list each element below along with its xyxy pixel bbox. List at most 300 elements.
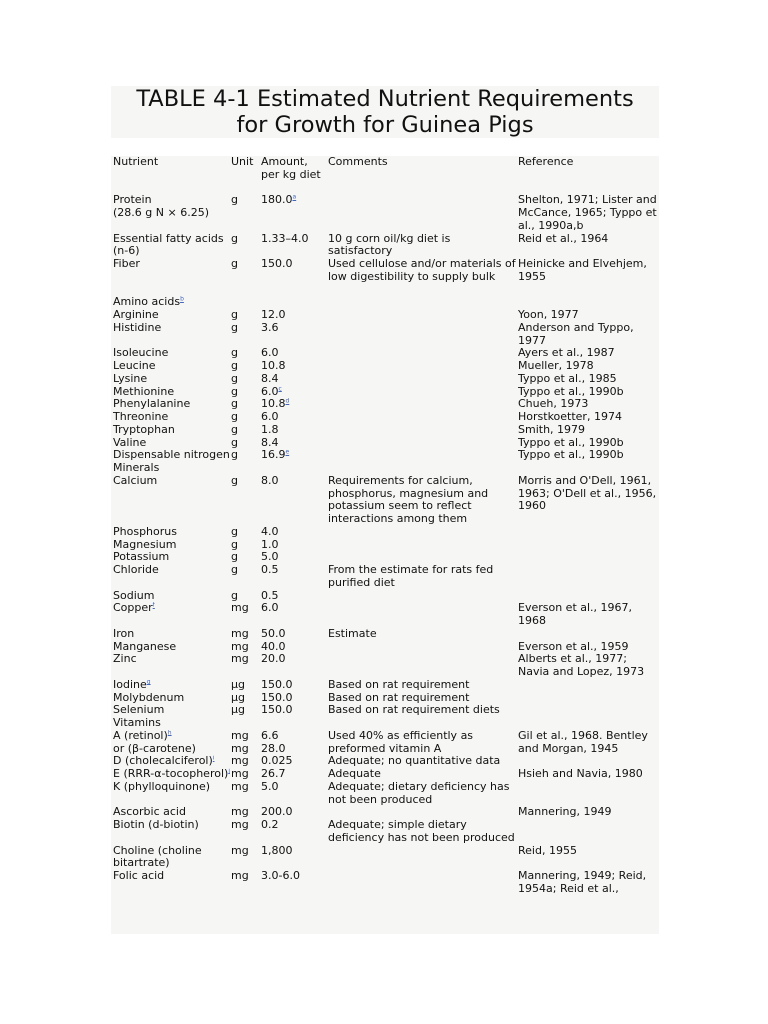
nutrient-cell — [111, 755, 231, 768]
nutrient-name — [113, 819, 231, 832]
nutrient-text: Copper — [113, 602, 153, 615]
unit-cell — [231, 768, 261, 781]
unit-text: mg — [231, 768, 249, 780]
unit-text: g — [231, 551, 238, 564]
table-header-row — [111, 156, 659, 182]
nutrient-name — [113, 526, 231, 539]
amount-text: 8.4 — [261, 372, 279, 385]
nutrient-text: Manganese — [113, 640, 177, 653]
table-title-line-2: for Growth for Guinea Pigs — [236, 112, 534, 138]
unit-text: mg — [231, 640, 249, 653]
nutrient-cell — [111, 386, 231, 399]
nutrient-text: K (phylloquinone) — [113, 780, 211, 793]
nutrient-text: D (cholecalciferol) — [113, 755, 213, 768]
nutrient-cell — [111, 347, 231, 360]
reference-cell: Typpo et al., 1990b — [518, 385, 624, 398]
nutrient-name — [113, 437, 231, 450]
amount-text: 1,800 — [261, 844, 293, 857]
unit-cell — [231, 411, 261, 424]
unit-cell — [231, 437, 261, 450]
nutrient-text: Molybdenum — [113, 691, 185, 704]
amount-text: 200.0 — [261, 806, 293, 819]
comments-cell — [328, 870, 518, 896]
reference-cell — [518, 781, 659, 807]
reference-cell: Chueh, 1973 — [518, 398, 589, 411]
unit-cell — [231, 628, 261, 641]
comments-cell: Adequate; no quantitative data — [328, 755, 501, 768]
comments-cell: Used 40% as efficiently as preformed vitamin A — [328, 729, 474, 755]
comments-cell: 10 g corn oil/kg diet is satisfactory — [328, 232, 451, 258]
footnote-link[interactable]: j — [228, 768, 230, 775]
nutrient-text: Potassium — [113, 551, 170, 564]
reference-cell — [518, 551, 659, 564]
unit-cell — [231, 258, 261, 284]
nutrient-text: Protein — [113, 194, 152, 207]
table-row — [111, 730, 659, 756]
nutrient-name — [113, 602, 231, 615]
nutrient-name — [113, 870, 231, 883]
amount-value — [261, 743, 328, 756]
amount-cell — [261, 194, 328, 232]
table-row — [111, 539, 659, 552]
comments-cell — [328, 437, 518, 450]
table-row — [111, 424, 659, 437]
unit-cell — [231, 730, 261, 756]
amount-value — [261, 641, 328, 654]
reference-cell: Mannering, 1949 — [518, 806, 612, 819]
nutrient-cell — [111, 590, 231, 603]
unit-cell — [231, 806, 261, 819]
unit-text: g — [231, 194, 238, 207]
amount-value — [261, 347, 328, 360]
unit-cell — [231, 653, 261, 679]
table-row — [111, 781, 659, 807]
amount-text: 1.8 — [261, 423, 279, 436]
amount-text: 20.0 — [261, 653, 286, 666]
amount-cell — [261, 781, 328, 807]
table-row — [111, 819, 659, 845]
amount-text: 150.0 — [261, 258, 293, 270]
amount-value — [261, 679, 328, 692]
amount-cell — [261, 526, 328, 539]
table-row — [111, 194, 659, 232]
section-label — [111, 296, 231, 309]
amount-value — [261, 819, 328, 832]
amount-value — [261, 870, 328, 883]
amount-value — [261, 424, 328, 437]
nutrient-text: Phosphorus — [113, 525, 177, 538]
unit-text: µg — [231, 691, 245, 704]
amount-cell — [261, 755, 328, 768]
header-amount: Amount, per kg diet — [261, 156, 321, 181]
amount-value — [261, 360, 328, 373]
reference-cell: Hsieh and Navia, 1980 — [518, 768, 643, 780]
unit-cell — [231, 602, 261, 628]
empty-cell — [328, 296, 518, 309]
amount-cell — [261, 628, 328, 641]
amount-cell — [261, 806, 328, 819]
reference-cell: Typpo et al., 1985 — [518, 372, 617, 385]
empty-cell — [518, 462, 659, 475]
unit-cell — [231, 194, 261, 232]
nutrient-cell — [111, 194, 231, 232]
unit-text: µg — [231, 704, 245, 717]
nutrient-name — [113, 386, 231, 399]
empty-cell — [328, 462, 518, 475]
amount-text: 0.5 — [261, 589, 279, 602]
amount-cell — [261, 437, 328, 450]
reference-cell: Yoon, 1977 — [518, 309, 579, 321]
nutrient-cell — [111, 653, 231, 679]
unit-cell — [231, 704, 261, 717]
nutrient-cell — [111, 424, 231, 437]
amount-cell — [261, 360, 328, 373]
reference-cell: Mueller, 1978 — [518, 360, 594, 372]
unit-text: mg — [231, 627, 249, 640]
amount-text: 40.0 — [261, 640, 286, 653]
nutrient-name — [113, 258, 231, 271]
reference-cell: Heinicke and Elvehjem, 1955 — [518, 258, 647, 283]
nutrient-name — [113, 628, 231, 641]
nutrient-name — [113, 806, 231, 819]
nutrient-name — [113, 717, 231, 730]
amount-cell — [261, 539, 328, 552]
amount-cell — [261, 870, 328, 896]
unit-text: µg — [231, 678, 245, 691]
nutrient-name — [113, 641, 231, 654]
unit-cell — [231, 424, 261, 437]
footnote-link[interactable]: i — [212, 755, 215, 762]
table-row — [111, 870, 659, 896]
reference-cell: Morris and O'Dell, 1961, 1963; O'Dell et al., 1956, 1960 — [518, 474, 657, 513]
amount-cell — [261, 590, 328, 603]
amount-text: 180.0 — [261, 194, 293, 207]
amount-value — [261, 602, 328, 615]
comments-cell — [328, 449, 518, 462]
nutrient-text: Lysine — [113, 372, 148, 385]
nutrient-name — [113, 207, 231, 220]
reference-cell: Everson et al., 1967, 1968 — [518, 602, 633, 627]
reference-cell — [518, 704, 659, 717]
amount-cell — [261, 704, 328, 717]
amount-text: 3.0-6.0 — [261, 870, 300, 882]
comments-cell — [328, 309, 518, 322]
nutrient-cell — [111, 449, 231, 462]
nutrient-cell — [111, 730, 231, 756]
footnote-link[interactable]: f — [152, 602, 155, 609]
header-comments: Comments — [328, 156, 388, 168]
nutrient-cell — [111, 781, 231, 807]
amount-cell — [261, 411, 328, 424]
amount-text: 28.0 — [261, 741, 286, 755]
reference-cell: Typpo et al., 1990b — [518, 436, 624, 449]
nutrient-name — [113, 692, 231, 705]
table-row — [111, 322, 659, 348]
empty-cell — [261, 462, 328, 475]
unit-text: g — [231, 449, 238, 462]
unit-cell — [231, 755, 261, 768]
table-row — [111, 233, 659, 259]
reference-cell: Anderson and Typpo, 1977 — [518, 321, 634, 347]
nutrient-text: Ascorbic acid — [113, 806, 186, 819]
amount-text: 150.0 — [261, 691, 293, 704]
nutrient-cell — [111, 309, 231, 322]
table-row — [111, 411, 659, 424]
unit-text: g — [231, 385, 238, 398]
amount-value — [261, 233, 328, 246]
amount-cell — [261, 347, 328, 360]
table-row — [111, 768, 659, 781]
amount-cell — [261, 730, 328, 756]
comments-cell — [328, 641, 518, 654]
table-row — [111, 704, 659, 717]
nutrient-name — [113, 309, 231, 322]
comments-cell: Adequate — [328, 768, 381, 780]
unit-cell — [231, 590, 261, 603]
amount-cell — [261, 768, 328, 781]
unit-cell — [231, 870, 261, 896]
comments-cell — [328, 526, 518, 539]
comments-cell — [328, 347, 518, 360]
unit-cell — [231, 819, 261, 845]
nutrient-text: Amino acids — [113, 296, 181, 309]
amount-text: 0.5 — [261, 564, 279, 576]
comments-cell — [328, 424, 518, 437]
amount-text: 1.0 — [261, 538, 279, 551]
reference-cell: Typpo et al., 1990b — [518, 449, 624, 462]
amount-cell — [261, 602, 328, 628]
unit-text: mg — [231, 819, 249, 831]
section-label — [111, 462, 231, 475]
table-row — [111, 258, 659, 284]
comments-cell — [328, 590, 518, 603]
footnote-link[interactable]: b — [180, 296, 184, 303]
amount-value — [261, 845, 328, 858]
amount-text: 8.0 — [261, 474, 279, 487]
table-row — [111, 475, 659, 526]
nutrient-name — [113, 411, 231, 424]
empty-cell — [231, 296, 261, 309]
unit-text: mg — [231, 729, 249, 742]
reference-cell: Shelton, 1971; Lister and McCance, 1965; Typpo et al., 1990a,b — [518, 194, 657, 232]
amount-text: 0.2 — [261, 819, 279, 831]
nutrient-name — [113, 233, 231, 259]
unit-text: g — [231, 525, 238, 538]
nutrient-text: Magnesium — [113, 538, 177, 551]
nutrient-cell — [111, 564, 231, 590]
nutrient-name — [113, 845, 231, 871]
unit-cell — [231, 641, 261, 654]
nutrient-name — [113, 424, 231, 437]
comments-cell: Adequate; dietary deficiency has not been produced — [328, 780, 510, 806]
nutrient-text: Arginine — [113, 309, 159, 321]
nutrient-text: Essential fatty acids (n-6) — [113, 232, 224, 258]
footnote-link[interactable]: e — [285, 449, 290, 456]
table-row — [111, 564, 659, 590]
unit-cell — [231, 386, 261, 399]
table-row — [111, 755, 659, 768]
comments-cell — [328, 602, 518, 628]
nutrient-cell — [111, 475, 231, 526]
amount-cell — [261, 653, 328, 679]
amount-text: 10.8 — [261, 360, 286, 372]
nutrient-text: or (β-carotene) — [113, 741, 196, 755]
amount-cell — [261, 386, 328, 399]
unit-text: g — [231, 232, 238, 245]
unit-cell — [231, 679, 261, 692]
amount-text: 5.0 — [261, 551, 279, 564]
unit-cell — [231, 692, 261, 705]
unit-cell — [231, 373, 261, 386]
nutrient-text: Choline (choline bitartrate) — [113, 844, 202, 870]
amount-value — [261, 437, 328, 450]
header-nutrient: Nutrient — [113, 156, 159, 168]
header-spacer — [111, 182, 659, 195]
amount-value — [261, 411, 328, 424]
nutrient-text: E (RRR-α-tocopherol) — [113, 768, 229, 780]
nutrient-text: Calcium — [113, 474, 158, 487]
amount-text: 5.0 — [261, 780, 279, 793]
amount-cell — [261, 845, 328, 871]
nutrient-cell — [111, 819, 231, 845]
nutrient-name — [113, 360, 231, 373]
amount-cell — [261, 641, 328, 654]
unit-text: g — [231, 347, 238, 360]
nutrient-cell — [111, 360, 231, 373]
amount-value — [261, 539, 328, 552]
amount-text: 10.8 — [261, 398, 286, 411]
reference-cell: Reid et al., 1964 — [518, 232, 609, 245]
nutrient-name — [113, 564, 231, 577]
reference-cell: Ayers et al., 1987 — [518, 347, 615, 360]
amount-value — [261, 449, 328, 462]
unit-text: mg — [231, 806, 249, 819]
table-row — [111, 386, 659, 399]
footnote-link[interactable]: c — [278, 385, 282, 392]
section-row — [111, 296, 659, 309]
comments-cell — [328, 539, 518, 552]
unit-text: g — [231, 589, 238, 602]
amount-value — [261, 806, 328, 819]
unit-text: g — [231, 360, 238, 372]
amount-text: 6.0 — [261, 411, 279, 423]
nutrient-text: Biotin (d-biotin) — [113, 819, 199, 831]
nutrient-cell — [111, 539, 231, 552]
amount-cell — [261, 424, 328, 437]
comments-cell — [328, 845, 518, 871]
table-row — [111, 309, 659, 322]
empty-cell — [518, 296, 659, 309]
nutrient-text: Iodine — [113, 678, 147, 691]
amount-text: 3.6 — [261, 321, 279, 334]
comments-cell: Requirements for calcium, phosphorus, magnesium and potassium seem to reflect interactions among them — [328, 474, 489, 525]
nutrient-name — [113, 322, 231, 335]
reference-cell — [518, 692, 659, 705]
amount-text: 6.6 — [261, 729, 279, 742]
table-body — [111, 194, 659, 895]
comments-cell: Adequate; simple dietary deficiency has not been produced — [328, 819, 515, 844]
amount-value — [261, 322, 328, 335]
comments-cell: Used cellulose and/or materials of low digestibility to supply bulk — [328, 258, 516, 283]
reference-cell: Everson et al., 1959 — [518, 640, 629, 653]
footnote-link[interactable]: g — [146, 678, 151, 686]
unit-cell — [231, 449, 261, 462]
nutrient-cell — [111, 437, 231, 450]
amount-text: 6.0 — [261, 602, 279, 615]
footnote-link[interactable]: a — [292, 194, 297, 201]
unit-text: g — [231, 474, 238, 487]
reference-cell: Gil et al., 1968. Bentley and Morgan, 1945 — [518, 729, 648, 755]
table-row — [111, 398, 659, 411]
comments-cell — [328, 360, 518, 373]
unit-text: g — [231, 423, 238, 436]
nutrient-name — [113, 296, 231, 309]
comments-cell: Estimate — [328, 627, 377, 640]
amount-text: 1.33–4.0 — [261, 232, 309, 245]
spacer-row — [111, 284, 659, 297]
comments-cell — [328, 551, 518, 564]
nutrient-name — [113, 653, 231, 666]
reference-cell — [518, 526, 659, 539]
spacer-cell — [111, 284, 659, 297]
nutrient-cell — [111, 322, 231, 348]
reference-cell — [518, 564, 659, 590]
comments-cell — [328, 322, 518, 348]
nutrient-cell — [111, 679, 231, 692]
unit-text: mg — [231, 653, 249, 666]
footnote-link[interactable]: d — [285, 398, 290, 405]
amount-value — [261, 628, 328, 641]
amount-value — [261, 309, 328, 322]
nutrient-cell — [111, 258, 231, 284]
table-row — [111, 679, 659, 692]
comments-cell — [328, 398, 518, 411]
amount-cell — [261, 322, 328, 348]
amount-text: 150.0 — [261, 704, 293, 717]
amount-value — [261, 564, 328, 577]
reference-cell: Reid, 1955 — [518, 844, 577, 857]
footnote-link[interactable]: h — [167, 729, 172, 737]
nutrient-text: Selenium — [113, 704, 165, 717]
amount-text: 50.0 — [261, 627, 286, 640]
amount-cell — [261, 551, 328, 564]
amount-value — [261, 590, 328, 603]
amount-value — [261, 768, 328, 781]
table-row — [111, 845, 659, 871]
comments-cell: From the estimate for rats fed purified diet — [328, 564, 494, 589]
unit-text: g — [231, 309, 238, 321]
reference-cell — [518, 539, 659, 552]
nutrient-text: Histidine — [113, 321, 162, 334]
amount-cell — [261, 233, 328, 259]
amount-value — [261, 755, 328, 768]
nutrient-text: Fiber — [113, 258, 140, 270]
nutrient-cell — [111, 768, 231, 781]
nutrient-text: Leucine — [113, 360, 156, 372]
nutrient-cell — [111, 411, 231, 424]
unit-cell — [231, 475, 261, 526]
amount-cell — [261, 398, 328, 411]
reference-cell — [518, 819, 659, 845]
unit-text: g — [231, 321, 238, 334]
reference-cell — [518, 628, 659, 641]
unit-cell — [231, 360, 261, 373]
table-row — [111, 449, 659, 462]
amount-value — [261, 398, 328, 411]
unit-cell — [231, 309, 261, 322]
amount-text: 12.0 — [261, 309, 286, 321]
unit-text: mg — [231, 741, 249, 755]
